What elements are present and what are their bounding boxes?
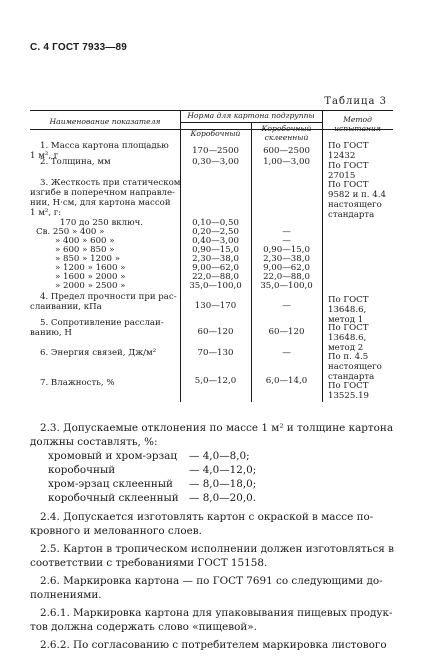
page-header: С. 4 ГОСТ 7933—89 <box>30 42 128 53</box>
row5-box: 60—120 <box>197 327 234 337</box>
row7-glued: 6,0—14,0 <box>265 376 308 386</box>
row4-method-l2: 13648.6, <box>328 305 367 315</box>
row5-method-l2: 13648.6, <box>328 333 367 343</box>
sub-glued: — <box>282 227 291 237</box>
sub-glued: 2,30—38,0 <box>263 254 310 264</box>
para-2-6-1-l1: 2.6.1. Маркировка картона для упаковывания пищевых продук- <box>40 607 393 619</box>
row1-method-l2: 12432 <box>328 151 356 161</box>
deviation-label: коробочный <box>48 464 116 476</box>
deviation-value: — 4,0—12,0; <box>189 464 257 476</box>
row4-box: 130—170 <box>194 301 237 311</box>
deviation-label: хромовый и хром-эрзац <box>48 450 178 462</box>
row1-name: 1. Масса картона площадью <box>40 141 169 151</box>
para-2-6-1-l2: тов должна содержать слово «пищевой». <box>30 621 257 633</box>
deviation-label: хром-эрзац склеенный <box>48 478 173 490</box>
sub-glued: 22,0—88,0 <box>263 272 310 282</box>
sub-glued: 9,00—62,0 <box>263 263 310 273</box>
row7-method-l1: По ГОСТ <box>328 381 369 391</box>
sub-box: 0,40—3,00 <box>192 236 239 246</box>
row6-name: 6. Энергия связей, Дж/м² <box>40 348 157 358</box>
row7-box: 5,0—12,0 <box>194 376 237 386</box>
header-box: Коробочный <box>190 129 241 138</box>
row6-method-l3: стандарта <box>328 372 375 382</box>
sub-label: » 400 » 600 » <box>55 236 115 246</box>
para-2-5-l2: соответствии с требованиями ГОСТ 15158. <box>30 557 268 569</box>
row3-method-l4: стандарта <box>328 210 375 220</box>
row3-name-l4: 1 м², г: <box>30 208 62 218</box>
sub-glued: 0,90—15,0 <box>263 245 310 255</box>
row4-glued: — <box>282 301 291 311</box>
para-2-4-l2: кровного и мелованного слоев. <box>30 525 202 537</box>
header-box-glued-l1: Коробочный <box>261 124 312 133</box>
row3-name-l3: нии, Н·см, для картона массой <box>30 198 171 208</box>
row2-glued: 1,00—3,00 <box>263 157 310 167</box>
row1-name-l2: 1 м², г <box>30 151 59 161</box>
row5-name-l2: ванию, Н <box>30 328 72 338</box>
deviation-value: — 8,0—18,0; <box>189 478 257 490</box>
row6-method-l1: По п. 4.5 <box>328 352 369 362</box>
sub-box: 2,30—38,0 <box>192 254 239 264</box>
row6-glued: — <box>282 348 291 358</box>
row6-method-l2: настоящего <box>328 362 382 372</box>
row5-method-l1: По ГОСТ <box>328 323 369 333</box>
para-2-6-l2: полнениями. <box>30 589 102 601</box>
row4-method-l3: метод 1 <box>328 315 364 325</box>
row7-method-l2: 13525.19 <box>328 391 370 401</box>
sub-glued: — <box>282 236 291 246</box>
sub-glued: 35,0—100,0 <box>260 281 313 291</box>
sub-label: Св. 250 » 400 » <box>36 227 105 237</box>
row5-glued: 60—120 <box>268 327 305 337</box>
sub-label: » 850 » 1200 » <box>55 254 120 264</box>
row7-name: 7. Влажность, % <box>40 378 115 388</box>
table-caption: Таблица 3 <box>324 96 387 107</box>
header-name: Наименование показателя <box>49 117 161 126</box>
row4-name-l1: 4. Предел прочности при рас- <box>40 292 177 302</box>
row6-box: 70—130 <box>197 348 234 358</box>
row4-name-l2: слаивании, кПа <box>30 302 102 312</box>
row2-name: 2. Толщина, мм <box>40 157 111 167</box>
row2-box: 0,30—3,00 <box>192 157 239 167</box>
col-divider-3 <box>322 110 323 402</box>
deviation-value: — 4,0—8,0; <box>189 450 250 462</box>
sub-box: 0,20—2,50 <box>192 227 239 237</box>
row5-method-l3: метод 2 <box>328 343 364 353</box>
row1-box: 170—2500 <box>192 146 239 156</box>
sub-label: » 2000 » 2500 » <box>55 281 126 291</box>
row3-method-l1: По ГОСТ <box>328 180 369 190</box>
para-2-5-l1: 2.5. Картон в тропическом исполнении должен изготовляться в <box>40 543 394 555</box>
para-2-3-l1: 2.3. Допускаемые отклонения по массе 1 м² и толщине картона <box>40 422 394 434</box>
row3-method-l2: 9582 и п. 4.4 <box>328 190 386 200</box>
sub-box: 0,90—15,0 <box>192 245 239 255</box>
row1-glued: 600—2500 <box>263 146 310 156</box>
row5-name-l1: 5. Сопротивление расслаи- <box>40 318 164 328</box>
sub-box: 35,0—100,0 <box>189 281 242 291</box>
header-method-l2: испытания <box>334 124 381 133</box>
header-group: Норма для картона подгруппы <box>187 111 315 120</box>
para-2-6-2-l1: 2.6.2. По согласованию с потребителем маркировка листового <box>40 639 387 651</box>
header-box-glued-l2: склеенный <box>264 133 309 142</box>
deviation-value: — 8,0—20,0. <box>189 492 257 504</box>
para-2-6-l1: 2.6. Маркировка картона — по ГОСТ 7691 со следующими до- <box>40 575 383 587</box>
sub-box: 22,0—88,0 <box>192 272 239 282</box>
row3-name-l2: изгибе в поперечном направле- <box>30 188 175 198</box>
row4-method-l1: По ГОСТ <box>328 295 369 305</box>
row3-method-l3: настоящего <box>328 200 382 210</box>
sub-box: 0,10—0,50 <box>192 218 239 228</box>
sub-box: 9,00—62,0 <box>192 263 239 273</box>
sub-label: 170 до 250 включ. <box>60 218 144 228</box>
deviation-label: коробочный склеенный <box>48 492 179 504</box>
header-method-l1: Метод <box>343 115 372 124</box>
row2-method-l2: 27015 <box>328 171 356 181</box>
row1-method-l1: По ГОСТ <box>328 141 369 151</box>
sub-label: » 1600 » 2000 » <box>55 272 126 282</box>
sub-label: » 1200 » 1600 » <box>55 263 126 273</box>
row3-name-l1: 3. Жесткость при статическом <box>40 178 181 188</box>
row2-method-l1: По ГОСТ <box>328 161 369 171</box>
para-2-4-l1: 2.4. Допускается изготовлять картон с окраской в массе по- <box>40 511 374 523</box>
para-2-3-l2: должны составлять, %: <box>30 436 158 448</box>
sub-label: » 600 » 850 » <box>55 245 115 255</box>
